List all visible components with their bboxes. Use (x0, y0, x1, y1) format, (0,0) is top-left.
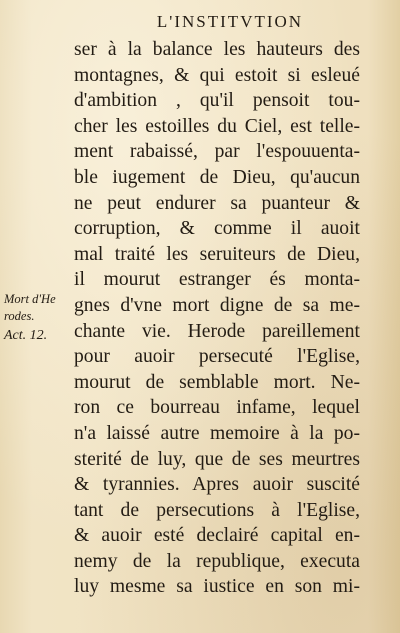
text-line: luy mesme sa iustice en son mi- (74, 576, 360, 598)
text-line: & auoir esté declairé capital en- (74, 525, 360, 547)
text-line: n'a laissé autre memoire à la po- (74, 422, 360, 444)
margin-note: Mort d'He (4, 292, 56, 306)
margin-note: rodes. (4, 309, 35, 323)
text-line: gnes d'vne mort digne de sa me- (74, 294, 360, 316)
margin-notes (4, 291, 72, 344)
text-line: cher les estoilles du Ciel, est telle- (74, 115, 360, 137)
body-text (74, 37, 360, 600)
text-line: mourut de semblable mort. Ne- (74, 371, 360, 393)
margin-note-reference: Act. 12. (4, 328, 48, 343)
text-line: tant de persecutions à l'Eglise, (74, 499, 360, 521)
text-line: sterité de luy, que de ses meurtres (74, 448, 360, 470)
text-line: d'ambition , qu'il pensoit tou- (74, 90, 360, 112)
text-line: ment rabaissé, par l'espouuenta- (74, 141, 360, 163)
text-line: ser à la balance les hauteurs des (74, 39, 360, 60)
text-line: ne peut endurer sa puanteur & (74, 192, 360, 214)
text-line: montagnes, & qui estoit si esleué (74, 64, 360, 86)
text-line: il mourut estranger és monta- (74, 269, 360, 291)
text-line: & tyrannies. Apres auoir suscité (74, 474, 360, 496)
text-line: chante vie. Herode pareillement (74, 320, 360, 342)
text-line: mal traité les seruiteurs de Dieu, (74, 243, 360, 265)
text-line: corruption, & comme il auoit (74, 218, 360, 240)
running-head: L'INSTITVTION (156, 12, 304, 31)
text-line: ble iugement de Dieu, qu'aucun (74, 166, 360, 188)
text-line: ron ce bourreau infame, lequel (74, 397, 360, 419)
text-line: nemy de la republique, executa (74, 550, 360, 572)
text-line: pour auoir persecuté l'Eglise, (74, 346, 360, 368)
